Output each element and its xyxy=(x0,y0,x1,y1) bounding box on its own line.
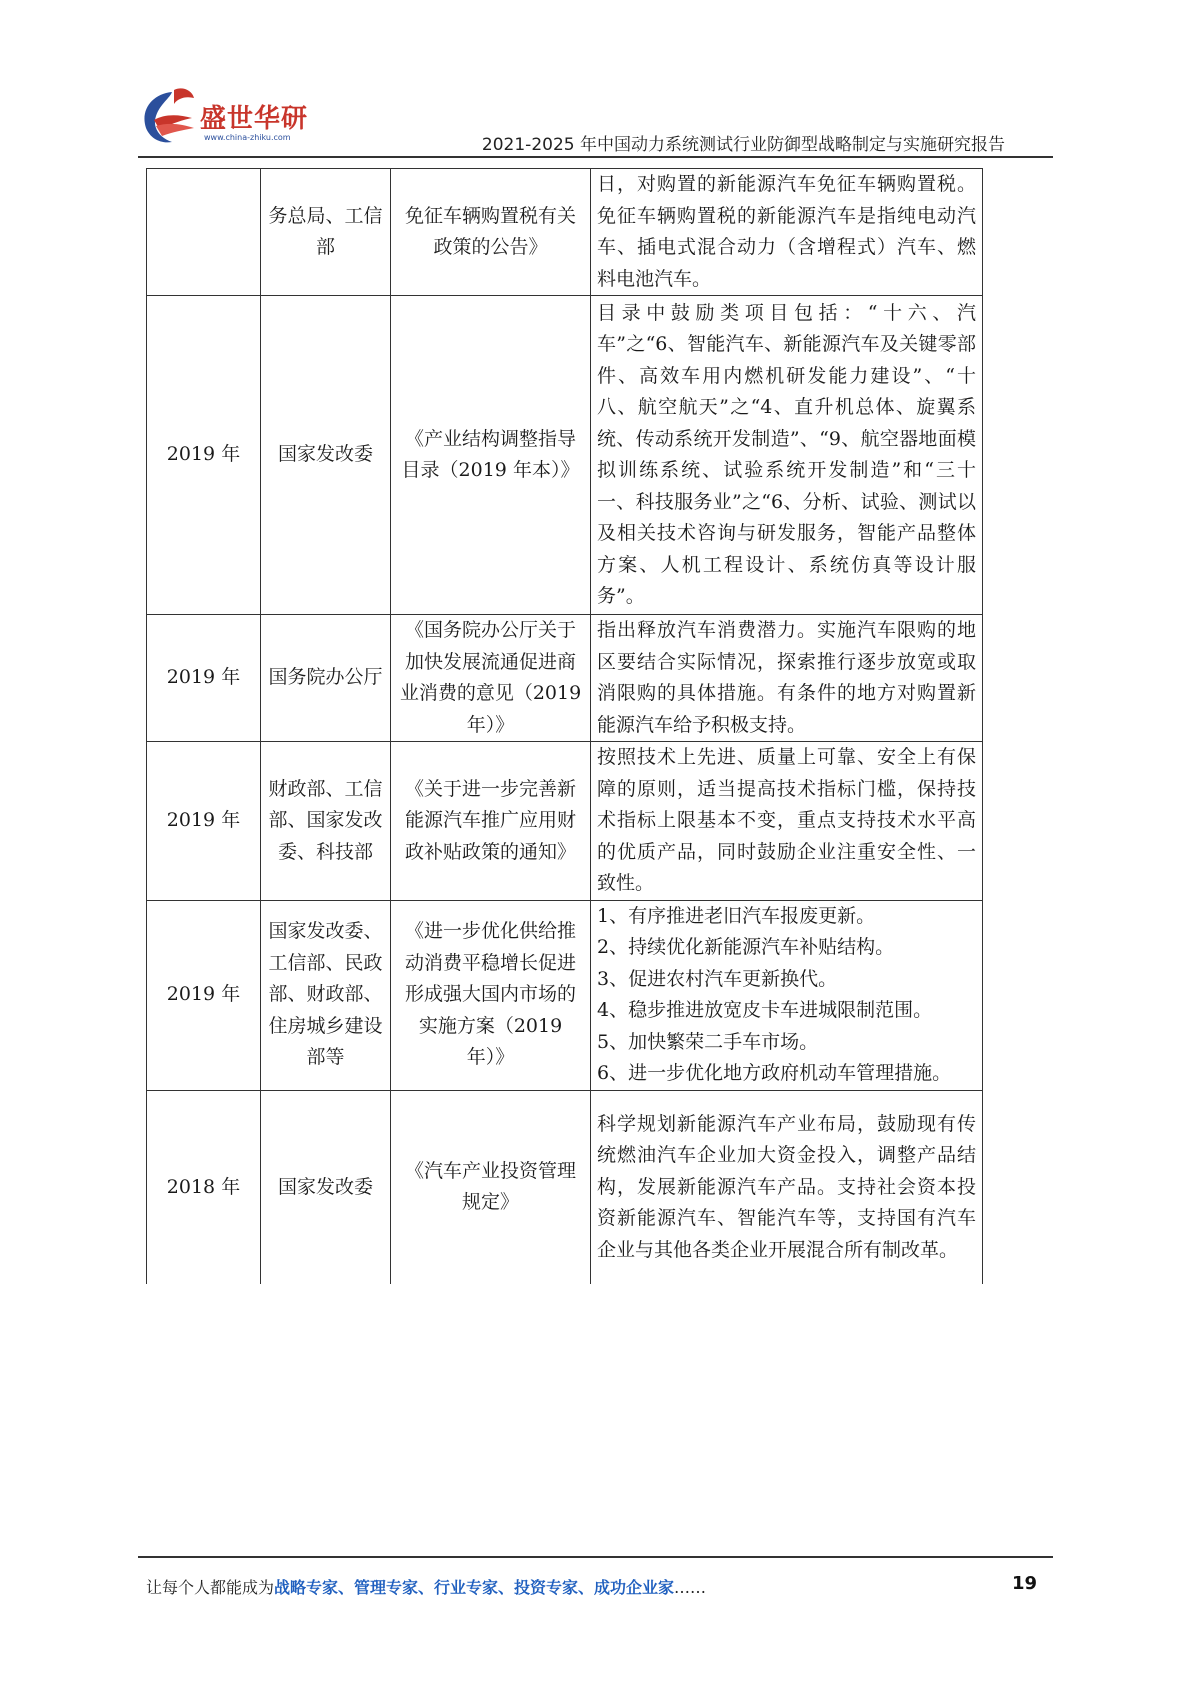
department-cell: 国家发改委 xyxy=(261,296,391,615)
table-row xyxy=(147,296,983,615)
department-cell: 国家发改委、工信部、民政部、财政部、住房城乡建设部等 xyxy=(261,900,391,1090)
logo-url: www.china-zhiku.com xyxy=(204,133,291,142)
list-item: 1、有序推进老旧汽车报废更新。 xyxy=(597,904,876,927)
company-logo xyxy=(138,84,338,154)
document-cell: 《进一步优化供给推动消费平稳增长促进形成强大国内市场的实施方案（2019 年）》 xyxy=(391,900,591,1090)
footer-prefix: 让每个人都能成为 xyxy=(146,1578,275,1597)
footer-suffix: …… xyxy=(674,1578,707,1597)
document-cell: 《国务院办公厅关于加快发展流通促进商业消费的意见（2019 年）》 xyxy=(391,615,591,742)
table-row xyxy=(147,615,983,742)
list-item: 5、加快繁荣二手车市场。 xyxy=(597,1030,819,1053)
content-list-cell xyxy=(591,900,983,1090)
content-cell: 目录中鼓励类项目包括：“十六、汽车”之“6、智能汽车、新能源汽车及关键零部件、高效车用内燃机研发能力建设”、“十八、航空航天”之“4、直升机总体、旋翼系统、传动系统开发制造”、“9、航空器地面模拟训练系统、试验系统开发制造”和“三十一、科技服务业”之“6、分析、试验、测试以及相关技术咨询与研发服务，智能产品整体方案、人机工程设计、系统仿真等设计服务”。 xyxy=(591,296,983,615)
document-cell: 《产业结构调整指导目录（2019 年本）》 xyxy=(391,296,591,615)
department-cell: 国家发改委 xyxy=(261,1090,391,1284)
content-cell: 按照技术上先进、质量上可靠、安全上有保障的原则，适当提高技术指标门槛，保持技术指标上限基本不变，重点支持技术水平高的优质产品，同时鼓励企业注重安全性、一致性。 xyxy=(591,742,983,901)
document-cell: 《汽车产业投资管理规定》 xyxy=(391,1090,591,1284)
department-cell: 国务院办公厅 xyxy=(261,615,391,742)
year-cell: 2019 年 xyxy=(147,742,261,901)
list-item: 3、促进农村汽车更新换代。 xyxy=(597,967,838,990)
department-cell: 务总局、工信部 xyxy=(261,169,391,296)
department-cell: 财政部、工信部、国家发改委、科技部 xyxy=(261,742,391,901)
list-item: 4、稳步推进放宽皮卡车进城限制范围。 xyxy=(597,999,933,1021)
header-divider xyxy=(138,156,1053,158)
table-row xyxy=(147,900,983,1090)
footer-slogan xyxy=(146,1575,706,1598)
logo-text: 盛世华研 xyxy=(200,104,309,134)
year-cell: 2019 年 xyxy=(147,615,261,742)
list-item: 6、进一步优化地方政府机动车管理措施。 xyxy=(597,1062,952,1084)
table-row xyxy=(147,742,983,901)
document-cell: 免征车辆购置税有关政策的公告》 xyxy=(391,169,591,296)
table-row xyxy=(147,169,983,296)
content-cell: 科学规划新能源汽车产业布局，鼓励现有传统燃油汽车企业加大资金投入，调整产品结构，发展新能源汽车产品。支持社会资本投资新能源汽车、智能汽车等，支持国有汽车企业与其他各类企业开展混合所有制改革。 xyxy=(591,1090,983,1284)
year-cell: 2018 年 xyxy=(147,1090,261,1284)
report-title: 2021-2025 年中国动力系统测试行业防御型战略制定与实施研究报告 xyxy=(481,135,1005,155)
table-row xyxy=(147,1090,983,1284)
content-cell: 指出释放汽车消费潜力。实施汽车限购的地区要结合实际情况，探索推行逐步放宽或取消限购的具体措施。有条件的地方对购置新能源汽车给予积极支持。 xyxy=(591,615,983,742)
document-cell: 《关于进一步完善新能源汽车推广应用财政补贴政策的通知》 xyxy=(391,742,591,901)
year-cell: 2019 年 xyxy=(147,296,261,615)
year-cell xyxy=(147,169,261,296)
year-cell: 2019 年 xyxy=(147,900,261,1090)
list-item: 2、持续优化新能源汽车补贴结构。 xyxy=(597,936,895,958)
footer-divider xyxy=(138,1556,1053,1558)
page-number: 19 xyxy=(1011,1573,1037,1594)
policy-table xyxy=(146,168,983,1284)
content-cell: 日，对购置的新能源汽车免征车辆购置税。免征车辆购置税的新能源汽车是指纯电动汽车、插电式混合动力（含增程式）汽车、燃料电池汽车。 xyxy=(591,169,983,296)
logo-mark-icon xyxy=(138,84,208,154)
footer-highlight: 战略专家、管理专家、行业专家、投资专家、成功企业家 xyxy=(274,1578,675,1597)
